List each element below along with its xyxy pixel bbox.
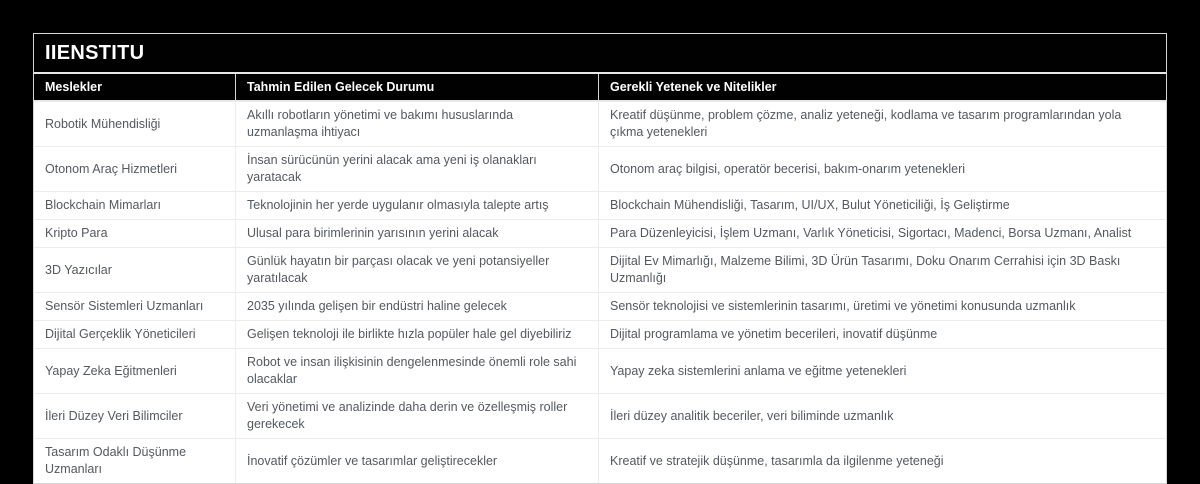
- cell-meslek: [34, 349, 236, 393]
- cell-yetenek: [599, 439, 1166, 483]
- table-row: [34, 348, 1166, 393]
- cell-text: İnsan sürücünün yerini alacak ama yeni iş olanakları yaratacak: [247, 153, 537, 184]
- cell-text: 3D Yazıcılar: [45, 262, 112, 277]
- cell-durum: [236, 321, 599, 348]
- cell-meslek: [34, 147, 236, 191]
- cell-durum: [236, 192, 599, 219]
- cell-meslek: [34, 394, 236, 438]
- cell-text: Otonom Araç Hizmetleri: [45, 161, 177, 176]
- cell-text: Para Düzenleyicisi, İşlem Uzmanı, Varlık Yöneticisi, Sigortacı, Madenci, Borsa Uzmanı, Analist: [610, 226, 1132, 240]
- column-header-gelecek-durumu: Tahmin Edilen Gelecek Durumu: [236, 74, 599, 100]
- cell-text: Kreatif düşünme, problem çözme, analiz yeteneği, kodlama ve tasarım programlarından yola çıkma yetenekleri: [610, 108, 1122, 139]
- cell-text: Blockchain Mimarları: [45, 198, 162, 212]
- cell-durum: [236, 439, 599, 483]
- cell-yetenek: [599, 102, 1166, 146]
- cell-text: Kripto Para: [45, 226, 108, 240]
- cell-text: Yapay Zeka Eğitmenleri: [45, 363, 177, 378]
- table-row: [34, 101, 1166, 146]
- cell-text: 2035 yılında gelişen bir endüstri haline gelecek: [247, 299, 507, 313]
- cell-meslek: [34, 293, 236, 320]
- cell-durum: [236, 248, 599, 292]
- cell-text: Sensör teknolojisi ve sistemlerinin tasarımı, üretimi ve yönetimi konusunda uzmanlık: [610, 299, 1076, 313]
- cell-yetenek: [599, 192, 1166, 219]
- cell-text: İleri düzey analitik beceriler, veri biliminde uzmanlık: [610, 408, 894, 423]
- table-row: [34, 191, 1166, 219]
- cell-meslek: [34, 102, 236, 146]
- cell-text: İleri Düzey Veri Bilimciler: [45, 408, 183, 423]
- cell-yetenek: [599, 220, 1166, 247]
- cell-text: Sensör Sistemleri Uzmanları: [45, 299, 204, 313]
- column-header-meslekler: Meslekler: [34, 74, 236, 100]
- table-row: [34, 320, 1166, 348]
- cell-durum: [236, 102, 599, 146]
- cell-meslek: [34, 192, 236, 219]
- cell-text: Robot ve insan ilişkisinin dengelenmesinde önemli role sahi olacaklar: [247, 355, 577, 386]
- cell-durum: [236, 147, 599, 191]
- cell-meslek: [34, 220, 236, 247]
- professions-table-card: [33, 33, 1167, 484]
- cell-durum: [236, 349, 599, 393]
- cell-text: Ulusal para birimlerinin yarısının yerini alacak: [247, 226, 499, 240]
- column-header-yetenekler: Gerekli Yetenek ve Nitelikler: [610, 80, 777, 94]
- cell-meslek: [34, 248, 236, 292]
- cell-text: Tasarım Odaklı Düşünme Uzmanları: [45, 445, 187, 476]
- cell-text: Robotik Mühendisliği: [45, 116, 161, 131]
- cell-text: Kreatif ve stratejik düşünme, tasarımla da ilgilenme yeteneği: [610, 453, 944, 468]
- cell-text: Otonom araç bilgisi, operatör becerisi, bakım-onarım yetenekleri: [610, 161, 966, 176]
- page-title: IIENSTITU: [45, 42, 145, 64]
- cell-yetenek: [599, 248, 1166, 292]
- cell-text: Dijital Gerçeklik Yöneticileri: [45, 327, 196, 341]
- cell-text: Veri yönetimi ve analizinde daha derin ve özelleşmiş roller gerekecek: [247, 400, 568, 431]
- cell-yetenek: [599, 293, 1166, 320]
- cell-text: Dijital programlama ve yönetim becerileri, inovatif düşünme: [610, 327, 938, 341]
- cell-durum: [236, 220, 599, 247]
- cell-text: Teknolojinin her yerde uygulanır olmasıyla talepte artış: [247, 198, 549, 212]
- cell-text: Akıllı robotların yönetimi ve bakımı hususlarında uzmanlaşma ihtiyacı: [247, 108, 514, 139]
- cell-durum: [236, 394, 599, 438]
- cell-text: Günlük hayatın bir parçası olacak ve yeni potansiyeller yaratılacak: [247, 254, 550, 285]
- cell-text: Blockchain Mühendisliği, Tasarım, UI/UX, Bulut Yöneticiliği, İş Geliştirme: [610, 198, 1010, 212]
- table-row: [34, 292, 1166, 320]
- table-row: [34, 219, 1166, 247]
- cell-text: Yapay zeka sistemlerini anlama ve eğitme yetenekleri: [610, 363, 907, 378]
- table-header-row: [34, 74, 1166, 101]
- cell-yetenek: [599, 394, 1166, 438]
- cell-text: Gelişen teknoloji ile birlikte hızla popüler hale gel diyebiliriz: [247, 327, 572, 341]
- cell-text: Dijital Ev Mimarlığı, Malzeme Bilimi, 3D Ürün Tasarımı, Doku Onarım Cerrahisi için 3D Baskı Uzmanlığı: [610, 254, 1121, 285]
- cell-text: İnovatif çözümler ve tasarımlar geliştirecekler: [247, 453, 498, 468]
- cell-durum: [236, 293, 599, 320]
- table-row: [34, 247, 1166, 292]
- table-row: [34, 393, 1166, 438]
- table-row: [34, 146, 1166, 191]
- cell-meslek: [34, 321, 236, 348]
- cell-yetenek: [599, 349, 1166, 393]
- table-row: [34, 438, 1166, 483]
- cell-yetenek: [599, 321, 1166, 348]
- cell-meslek: [34, 439, 236, 483]
- cell-yetenek: [599, 147, 1166, 191]
- table-title-bar: [34, 34, 1166, 74]
